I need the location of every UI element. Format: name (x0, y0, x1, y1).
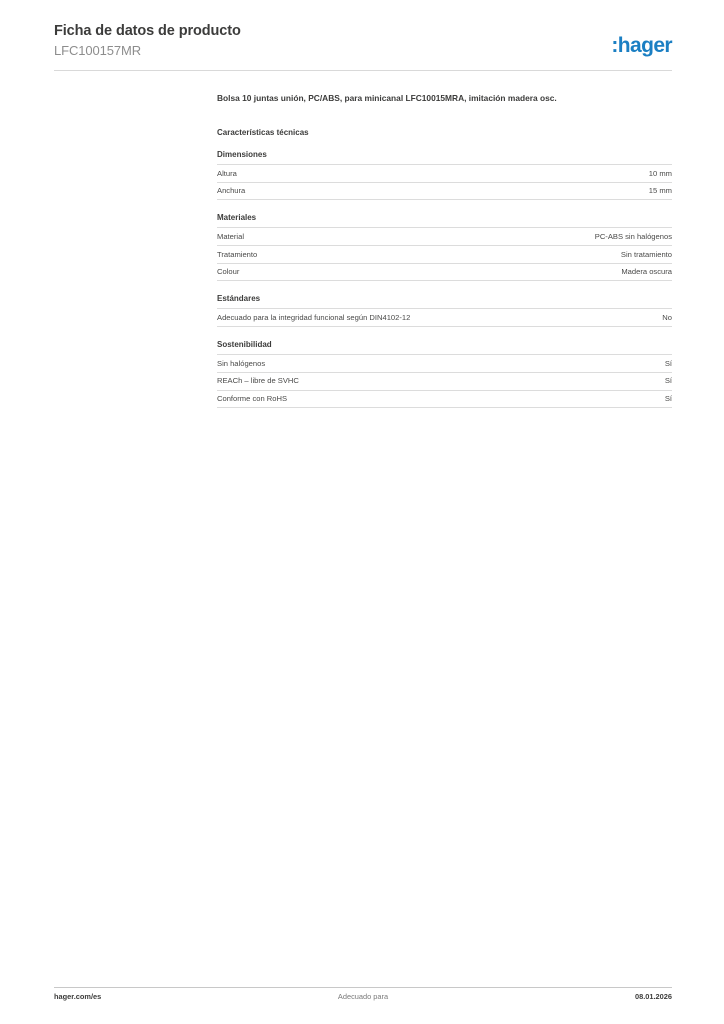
technical-characteristics-heading: Características técnicas (217, 128, 309, 137)
table-row (217, 182, 672, 200)
footer-date: 08.01.2026 (635, 992, 672, 1001)
hager-logo: :hager (611, 34, 672, 57)
spec-group-sostenibilidad (217, 340, 672, 408)
page-title: Ficha de datos de producto (54, 23, 241, 39)
main-content (217, 92, 672, 421)
spec-group-title: Sostenibilidad (217, 340, 272, 350)
spec-value: No (662, 312, 672, 322)
footer-note: Adecuado para (337, 992, 389, 1001)
spec-value: Sin tratamiento (620, 249, 672, 259)
footer-website[interactable]: hager.com/es (54, 992, 102, 1001)
spec-value: PC-ABS sin halógenos (594, 231, 672, 241)
spec-group-dimensiones (217, 150, 672, 200)
spec-value: Sí (664, 394, 672, 403)
table-row (217, 355, 672, 373)
spec-group-title: Dimensiones (217, 150, 267, 159)
spec-label: REACh – libre de SVHC (217, 376, 299, 386)
spec-label: Tratamiento (217, 249, 258, 259)
spec-table (217, 164, 672, 200)
spec-value: 15 mm (648, 186, 672, 196)
spec-value: 10 mm (648, 168, 672, 178)
spec-value: Sí (664, 376, 672, 386)
spec-table (217, 354, 672, 408)
table-row (217, 372, 672, 390)
spec-label: Altura (217, 168, 237, 178)
spec-group-title: Estándares (217, 294, 261, 304)
spec-group-estandares (217, 294, 672, 327)
page-header (54, 22, 672, 70)
spec-label: Anchura (217, 186, 246, 196)
product-reference: LFC100157MR (54, 43, 142, 58)
table-row (217, 228, 672, 246)
footer-divider (54, 987, 672, 988)
spec-label: Colour (217, 267, 240, 277)
header-divider (54, 70, 672, 71)
spec-label: Sin halógenos (217, 358, 266, 368)
table-row (217, 165, 672, 183)
product-description: Bolsa 10 juntas unión, PC/ABS, para minicanal LFC10015MRA, imitación madera osc. (217, 93, 557, 103)
spec-group-title: Materiales (217, 213, 257, 223)
spec-group-materiales (217, 213, 672, 281)
spec-label: Material (217, 231, 245, 241)
table-row (217, 246, 672, 264)
table-row (217, 390, 672, 408)
page-footer (54, 992, 672, 1006)
spec-label: Adecuado para la integridad funcional según DIN4102-12 (217, 312, 411, 322)
spec-value: Madera oscura (621, 267, 672, 277)
spec-value: Sí (664, 358, 672, 368)
table-row (217, 309, 672, 327)
spec-table (217, 308, 672, 327)
spec-table (217, 227, 672, 281)
table-row (217, 263, 672, 281)
spec-label: Conforme con RoHS (217, 394, 288, 403)
